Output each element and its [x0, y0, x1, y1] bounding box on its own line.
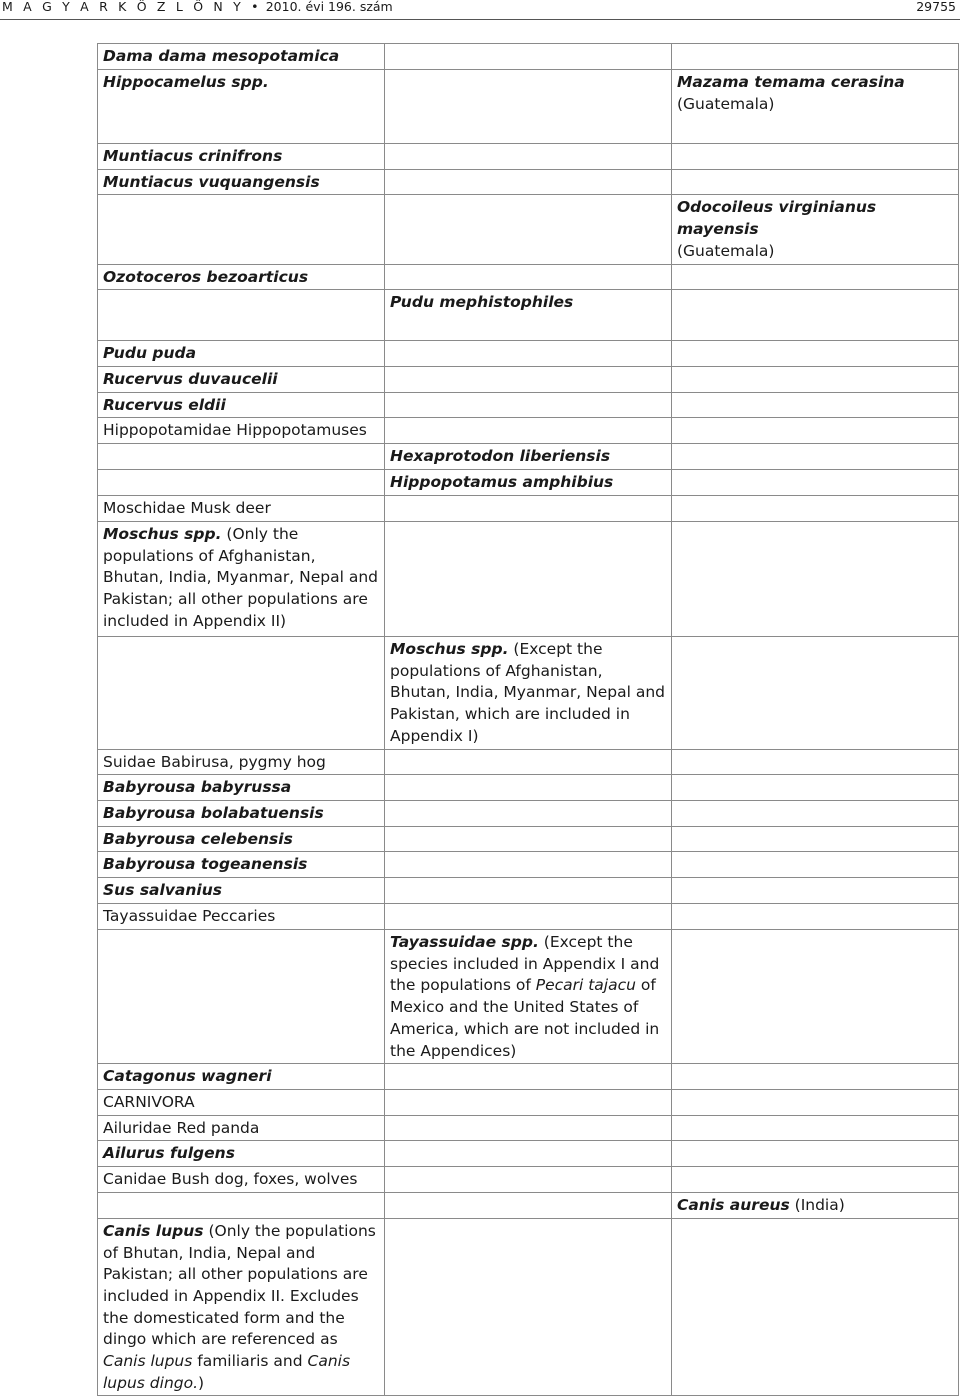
table-row — [98, 290, 959, 341]
table-cell-appendix-ii — [385, 749, 672, 775]
table-row — [98, 470, 959, 496]
cell-text: Tayassuidae Peccaries — [103, 907, 276, 926]
table-cell-appendix-i — [98, 749, 385, 775]
table-cell-appendix-ii — [385, 264, 672, 290]
taxon-name: Rucervus duvaucelii — [103, 369, 278, 388]
table-row — [98, 496, 959, 522]
table-cell-appendix-i — [98, 904, 385, 930]
taxon-name: Odocoileus virginianus mayensis — [677, 198, 877, 239]
table-cell-appendix-i — [98, 366, 385, 392]
table-row — [98, 1089, 959, 1115]
table-cell-appendix-iii — [672, 930, 959, 1064]
table-cell-appendix-iii — [672, 1064, 959, 1090]
table-cell-appendix-i — [98, 264, 385, 290]
table-cell-appendix-i — [98, 496, 385, 522]
taxon-name: Mazama temama cerasina — [677, 73, 905, 91]
header-bullet: • — [251, 0, 259, 14]
table-cell-appendix-i — [98, 1064, 385, 1090]
table-cell-appendix-ii — [385, 418, 672, 444]
table-cell-appendix-ii — [385, 775, 672, 801]
table-row — [98, 1141, 959, 1167]
table-row — [98, 418, 959, 444]
table-cell-appendix-ii — [385, 1089, 672, 1115]
cell-text: familiaris and — [192, 1352, 308, 1371]
table-cell-appendix-i — [98, 341, 385, 367]
cell-text: Suidae Babirusa, pygmy hog — [103, 752, 326, 771]
table-cell-appendix-ii — [385, 930, 672, 1064]
page-number: 29755 — [916, 0, 956, 14]
table-cell-appendix-iii — [672, 169, 959, 195]
table-row — [98, 264, 959, 290]
journal-title: M A G Y A R K Ö Z L Ö N Y — [2, 0, 244, 14]
taxon-name: Babyrousa togeanensis — [103, 855, 308, 874]
table-cell-appendix-ii — [385, 392, 672, 418]
cell-text: of Mexico and the United States of America, which are not included in the Appendices) — [390, 976, 660, 1060]
table-row — [98, 637, 959, 750]
table-cell-appendix-i — [98, 878, 385, 904]
taxon-name: Muntiacus vuquangensis — [103, 172, 320, 191]
taxon-name: Ozotoceros bezoarticus — [103, 267, 309, 286]
table-cell-appendix-iii — [672, 826, 959, 852]
table-cell-appendix-i — [98, 444, 385, 470]
table-row — [98, 826, 959, 852]
table-cell-appendix-iii — [672, 366, 959, 392]
table-cell-appendix-iii — [672, 1141, 959, 1167]
table-row — [98, 1064, 959, 1090]
header-rule — [0, 19, 960, 20]
table-cell-appendix-iii — [672, 290, 959, 341]
table-cell-appendix-ii — [385, 1115, 672, 1141]
table-cell-appendix-iii — [672, 44, 959, 70]
table-cell-appendix-ii — [385, 496, 672, 522]
table-row — [98, 775, 959, 801]
table-cell-appendix-iii — [672, 852, 959, 878]
taxon-name: Sus salvanius — [103, 881, 222, 900]
table-cell-appendix-iii — [672, 1193, 959, 1219]
cell-text: Moschidae Musk deer — [103, 499, 271, 518]
table-cell-appendix-iii — [672, 195, 959, 264]
table-cell-appendix-ii — [385, 144, 672, 170]
table-row — [98, 444, 959, 470]
cell-text: CARNIVORA — [103, 1092, 195, 1111]
table-cell-appendix-iii — [672, 470, 959, 496]
table-cell-appendix-ii — [385, 1193, 672, 1219]
table-cell-appendix-ii — [385, 904, 672, 930]
table-cell-appendix-iii — [672, 1167, 959, 1193]
italic-text: Canis lupus dingo. — [103, 1352, 351, 1392]
cites-appendix-table — [97, 43, 959, 1396]
table-cell-appendix-ii — [385, 366, 672, 392]
table-cell-appendix-ii — [385, 826, 672, 852]
table-row — [98, 195, 959, 264]
italic-text: Canis lupus — [103, 1352, 193, 1371]
table-cell-appendix-i — [98, 1089, 385, 1115]
table-cell-appendix-iii — [672, 341, 959, 367]
table-cell-appendix-ii — [385, 169, 672, 195]
table-cell-appendix-iii — [672, 904, 959, 930]
taxon-name: Muntiacus crinifrons — [103, 147, 283, 165]
cell-text: (Only the populations of Afghanistan, Bhutan, India, Myanmar, Nepal and Pakistan; all other populations are included in Appendix II) — [103, 525, 378, 630]
table-cell-appendix-i — [98, 1193, 385, 1219]
table-cell-appendix-i — [98, 169, 385, 195]
table-cell-appendix-iii — [672, 522, 959, 637]
table-cell-appendix-i — [98, 852, 385, 878]
table-cell-appendix-i — [98, 1141, 385, 1167]
table-cell-appendix-iii — [672, 637, 959, 750]
table-cell-appendix-iii — [672, 264, 959, 290]
table-cell-appendix-ii — [385, 1064, 672, 1090]
table-cell-appendix-i — [98, 800, 385, 826]
taxon-name: Dama dama mesopotamica — [103, 47, 340, 65]
table-cell-appendix-iii — [672, 1115, 959, 1141]
table-cell-appendix-i — [98, 1167, 385, 1193]
table-row — [98, 878, 959, 904]
table-row — [98, 1193, 959, 1219]
cell-text: (Guatemala) — [677, 241, 775, 260]
taxon-name: Ailurus fulgens — [103, 1144, 235, 1163]
table-cell-appendix-ii — [385, 1141, 672, 1167]
taxon-name: Moschus spp. — [390, 640, 509, 659]
table-cell-appendix-i — [98, 418, 385, 444]
taxon-name: Hippopotamus amphibius — [390, 473, 614, 492]
table-cell-appendix-i — [98, 826, 385, 852]
table-row — [98, 1115, 959, 1141]
cell-text: Ailuridae Red panda — [103, 1118, 260, 1137]
table-cell-appendix-iii — [672, 418, 959, 444]
table-cell-appendix-ii — [385, 444, 672, 470]
table-cell-appendix-iii — [672, 144, 959, 170]
table-row — [98, 852, 959, 878]
cell-text: ) — [198, 1373, 205, 1392]
table-cell-appendix-i — [98, 637, 385, 750]
table-cell-appendix-i — [98, 195, 385, 264]
table-cell-appendix-ii — [385, 522, 672, 637]
taxon-name: Babyrousa celebensis — [103, 829, 293, 848]
cell-text: (Except the populations of Afghanistan, Bhutan, India, Myanmar, Nepal and Pakistan, which are included in Appendix I) — [390, 640, 665, 745]
table-cell-appendix-ii — [385, 852, 672, 878]
table-row — [98, 341, 959, 367]
table-row — [98, 904, 959, 930]
taxon-name: Moschus spp. — [103, 525, 222, 544]
table-row — [98, 522, 959, 637]
table-row — [98, 144, 959, 170]
table-cell-appendix-iii — [672, 1218, 959, 1396]
table-row — [98, 392, 959, 418]
table-cell-appendix-i — [98, 70, 385, 144]
table-body — [98, 44, 959, 1396]
taxon-name: Rucervus eldii — [103, 395, 226, 414]
table-cell-appendix-i — [98, 930, 385, 1064]
table-cell-appendix-iii — [672, 1089, 959, 1115]
table-cell-appendix-ii — [385, 800, 672, 826]
table-cell-appendix-iii — [672, 749, 959, 775]
table-cell-appendix-iii — [672, 878, 959, 904]
table-row — [98, 749, 959, 775]
table-cell-appendix-ii — [385, 341, 672, 367]
running-head — [2, 0, 393, 14]
table-cell-appendix-ii — [385, 195, 672, 264]
cell-text: (Guatemala) — [677, 94, 775, 113]
issue-label: 2010. évi 196. szám — [265, 0, 393, 14]
table-cell-appendix-ii — [385, 1218, 672, 1396]
taxon-name: Canis aureus — [677, 1196, 790, 1215]
italic-text: Pecari tajacu — [535, 976, 636, 995]
table-row — [98, 930, 959, 1064]
table-cell-appendix-ii — [385, 70, 672, 144]
table-cell-appendix-i — [98, 470, 385, 496]
table-cell-appendix-iii — [672, 444, 959, 470]
taxon-name: Canis lupus — [103, 1221, 204, 1240]
table-row — [98, 70, 959, 144]
table-cell-appendix-ii — [385, 44, 672, 70]
table-row — [98, 44, 959, 70]
table-cell-appendix-i — [98, 144, 385, 170]
taxon-name: Catagonus wagneri — [103, 1067, 272, 1086]
table-cell-appendix-iii — [672, 496, 959, 522]
table-row — [98, 800, 959, 826]
cell-text: (India) — [789, 1196, 845, 1215]
table-row — [98, 1167, 959, 1193]
cell-text: (Only the populations of Bhutan, India, Nepal and Pakistan; all other populations are included in Appendix II. Excludes the domesticated form and the dingo which are referenced as — [103, 1221, 376, 1349]
table-cell-appendix-ii — [385, 637, 672, 750]
table-row — [98, 366, 959, 392]
taxon-name: Hippocamelus spp. — [103, 73, 269, 91]
taxon-name: Tayassuidae spp. — [390, 933, 539, 952]
cell-text: (Except the species included in Appendix I and the populations of — [390, 933, 660, 995]
taxon-name: Babyrousa babyrussa — [103, 778, 292, 797]
table-cell-appendix-ii — [385, 878, 672, 904]
table-cell-appendix-ii — [385, 1167, 672, 1193]
table-cell-appendix-i — [98, 290, 385, 341]
table-cell-appendix-ii — [385, 290, 672, 341]
table-cell-appendix-i — [98, 1218, 385, 1396]
cell-text: Canidae Bush dog, foxes, wolves — [103, 1170, 358, 1189]
taxon-name: Pudu puda — [103, 344, 197, 363]
table-cell-appendix-i — [98, 392, 385, 418]
table-cell-appendix-iii — [672, 775, 959, 801]
taxon-name: Pudu mephistophiles — [390, 293, 574, 312]
table-cell-appendix-i — [98, 775, 385, 801]
cell-text: Hippopotamidae Hippopotamuses — [103, 421, 367, 440]
table-cell-appendix-i — [98, 522, 385, 637]
table-cell-appendix-iii — [672, 70, 959, 144]
page-header — [0, 0, 960, 16]
table-cell-appendix-i — [98, 1115, 385, 1141]
table-row — [98, 169, 959, 195]
table-cell-appendix-ii — [385, 470, 672, 496]
table-row — [98, 1218, 959, 1396]
table-cell-appendix-i — [98, 44, 385, 70]
taxon-name: Hexaprotodon liberiensis — [390, 447, 611, 466]
table-cell-appendix-iii — [672, 800, 959, 826]
table-cell-appendix-iii — [672, 392, 959, 418]
taxon-name: Babyrousa bolabatuensis — [103, 803, 324, 822]
